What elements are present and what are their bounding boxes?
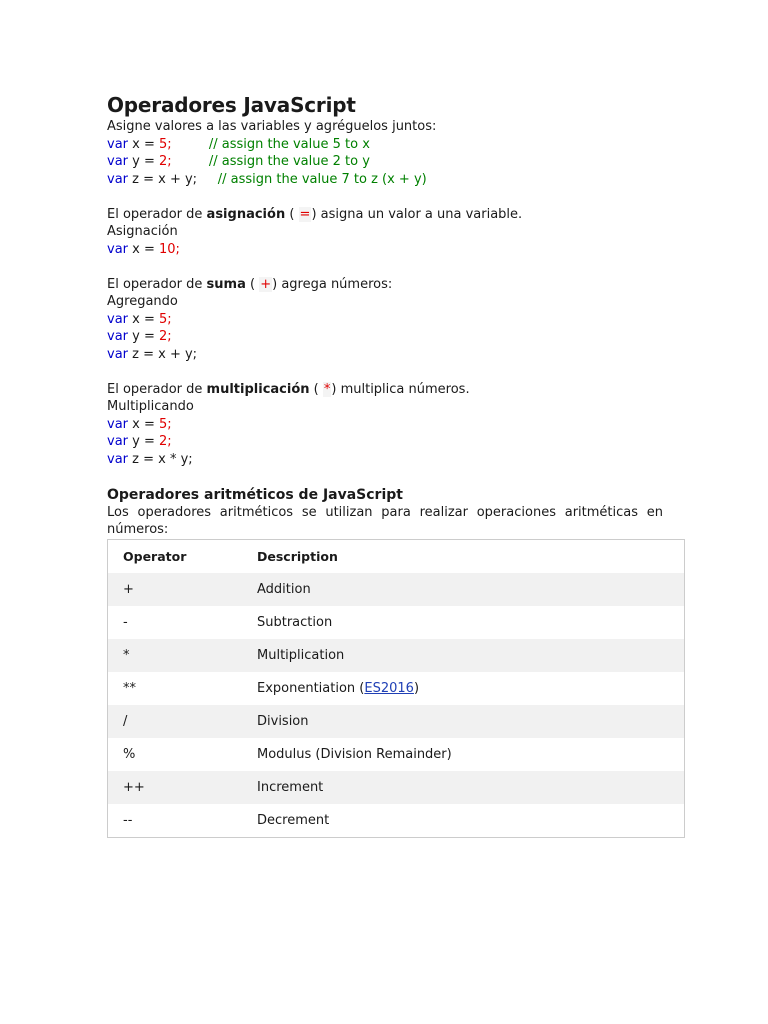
code-semicolon: ; (167, 416, 172, 432)
arithmetic-heading: Operadores aritméticos de JavaScript (107, 486, 403, 503)
description-cell: Addition (257, 582, 311, 597)
column-header-description: Description (257, 549, 338, 564)
sentence-text: ( (285, 206, 299, 222)
code-line (107, 171, 663, 189)
sentence-text: El operador de (107, 276, 207, 292)
description-text: Exponentiation ( (257, 681, 365, 696)
code-padding (172, 154, 209, 169)
operator-name: multiplicación (206, 381, 310, 397)
code-keyword: var (107, 311, 129, 327)
code-semicolon: ; (167, 136, 172, 152)
operator-cell: * (123, 648, 130, 663)
code-keyword: var (107, 329, 129, 344)
operator-cell: + (123, 582, 134, 597)
code-keyword: var (107, 346, 129, 362)
code-padding (197, 172, 218, 187)
description-cell: Subtraction (257, 615, 333, 630)
column-header-operator: Operator (123, 549, 187, 564)
code-keyword: var (107, 416, 129, 432)
intro-text: Asigne valores a las variables y agréguelos juntos: (107, 119, 437, 134)
operator-cell: ++ (123, 780, 145, 795)
code-comment: // assign the value 7 to z (x + y) (217, 171, 427, 187)
multiplication-sentence (107, 381, 663, 399)
description-cell: Decrement (257, 813, 330, 828)
code-semicolon: ; (167, 311, 172, 327)
code-padding (172, 137, 209, 152)
operator-symbol: + (260, 276, 272, 292)
code-number: 2 (159, 434, 168, 449)
code-text: y = (128, 154, 159, 169)
section-label: Multiplicando (107, 399, 194, 414)
code-number: 5 (159, 311, 168, 327)
sentence-text: asigna un valor a una variable. (316, 206, 523, 222)
operator-cell: % (123, 747, 136, 762)
code-line (107, 328, 663, 346)
spacer (107, 188, 663, 206)
description-cell: Increment (257, 780, 324, 795)
code-keyword: var (107, 171, 129, 187)
code-semicolon: ; (167, 329, 172, 344)
sentence-text: agrega números: (277, 276, 393, 292)
table-row (108, 672, 685, 705)
arithmetic-description: Los operadores aritméticos se utilizan para realizar operaciones aritméticas en números: (107, 504, 663, 537)
table-row (108, 804, 685, 838)
operator-cell: / (123, 714, 128, 729)
description-text: ) (413, 681, 420, 696)
code-number: 2 (159, 329, 168, 344)
operator-name: suma (206, 276, 246, 292)
code-number: 5 (159, 416, 168, 432)
sentence-text: multiplica números. (336, 381, 470, 397)
sentence-text: ) (311, 206, 317, 222)
code-text: x = (128, 241, 159, 257)
document-content (107, 92, 663, 539)
code-number: 5 (159, 136, 168, 152)
code-line (107, 241, 663, 259)
code-keyword: var (107, 451, 129, 467)
sentence-text: El operador de (107, 381, 207, 397)
code-text: z = x + y; (128, 171, 198, 187)
code-text: x = (128, 416, 159, 432)
code-line (107, 416, 663, 434)
description-cell: Modulus (Division Remainder) (257, 747, 452, 762)
spacer (107, 363, 663, 381)
sentence-text: El operador de (107, 206, 207, 222)
code-text: z = x + y; (128, 346, 198, 362)
code-line (107, 346, 663, 364)
table-row (108, 639, 685, 672)
operator-cell: -- (123, 813, 133, 828)
code-keyword: var (107, 434, 129, 449)
code-comment: // assign the value 2 to y (208, 154, 370, 169)
code-text: x = (128, 311, 159, 327)
code-semicolon: ; (167, 154, 172, 169)
code-text: y = (128, 434, 159, 449)
table-header-row (108, 540, 685, 574)
operator-symbol: * (323, 381, 331, 397)
code-text: z = x * y; (128, 451, 193, 467)
code-text: x = (128, 136, 159, 152)
description-cell: Multiplication (257, 648, 345, 663)
sentence-text: ) (272, 276, 278, 292)
operator-symbol: = (299, 206, 311, 222)
code-line (107, 311, 663, 329)
code-line (107, 153, 663, 171)
table-row (108, 771, 685, 804)
code-text: y = (128, 329, 159, 344)
code-keyword: var (107, 136, 129, 152)
es2016-link[interactable]: ES2016 (364, 681, 414, 696)
spacer (107, 468, 663, 486)
sentence-text: ( (245, 276, 260, 292)
code-line (107, 433, 663, 451)
spacer (107, 258, 663, 276)
description-cell: Division (257, 714, 309, 729)
code-semicolon: ; (175, 241, 180, 257)
sentence-text: ( (309, 381, 323, 397)
table-row (108, 738, 685, 771)
table-row (108, 705, 685, 738)
operator-name: asignación (206, 206, 286, 222)
section-label: Agregando (107, 294, 178, 309)
code-line (107, 136, 663, 154)
table-row (108, 573, 685, 606)
code-comment: // assign the value 5 to x (208, 136, 370, 152)
code-semicolon: ; (167, 434, 172, 449)
code-line (107, 451, 663, 469)
table-row (108, 606, 685, 639)
addition-sentence (107, 276, 663, 294)
sentence-text: ) (331, 381, 337, 397)
operator-cell: - (123, 615, 128, 630)
operators-table (107, 539, 685, 838)
section-label: Asignación (107, 224, 178, 239)
code-number: 10 (159, 241, 176, 257)
code-number: 2 (159, 154, 168, 169)
assignment-sentence (107, 206, 663, 224)
operator-cell: ** (123, 681, 136, 696)
description-cell (242, 672, 685, 705)
code-keyword: var (107, 241, 129, 257)
page-title: Operadores JavaScript (107, 93, 356, 117)
code-keyword: var (107, 154, 129, 169)
